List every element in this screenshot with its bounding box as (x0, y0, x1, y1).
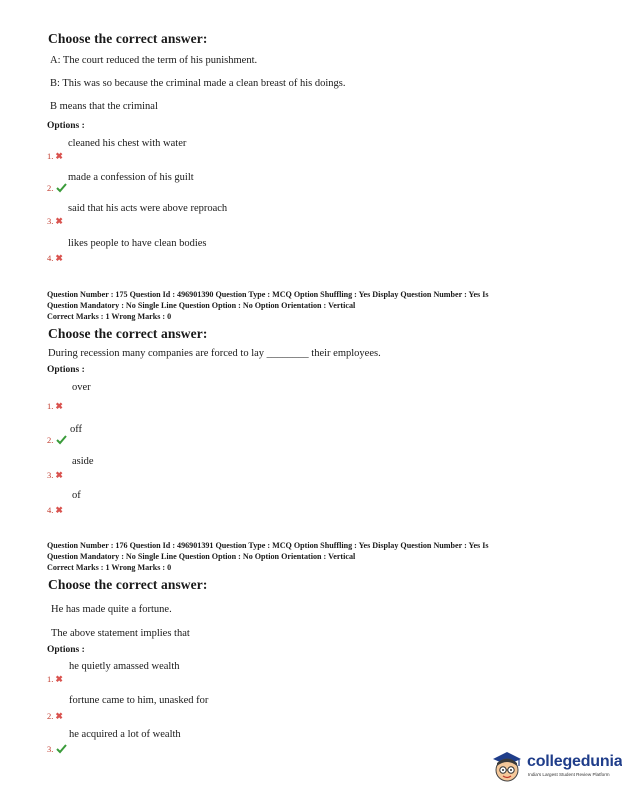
q1-option-4-text: likes people to have clean bodies (68, 238, 207, 249)
q2-options-label: Options : (47, 365, 85, 375)
q1-statement-a: A: The court reduced the term of his punishment. (50, 55, 258, 66)
q1-options-label: Options : (47, 121, 85, 131)
option-number: 4. (47, 505, 54, 515)
cross-icon: ✖ (55, 674, 63, 684)
q2-meta-line-2: Question Mandatory : No Single Line Question Option : No Option Orientation : Vertical (47, 301, 356, 310)
q1-option-2[interactable] (47, 178, 67, 196)
cross-icon: ✖ (55, 401, 63, 411)
collegedunia-logo (489, 747, 622, 787)
q3-options-label: Options : (47, 645, 85, 655)
q2-heading: Choose the correct answer: (48, 326, 208, 341)
q2-option-2-text: off (70, 424, 83, 435)
q3-option-2-text: fortune came to him, unasked for (69, 695, 209, 706)
q2-option-4-text: of (72, 490, 81, 501)
q3-meta-line-2: Question Mandatory : No Single Line Question Option : No Option Orientation : Vertical (47, 552, 356, 561)
cross-icon: ✖ (55, 151, 63, 161)
q2-meta-line-1: Question Number : 175 Question Id : 496901390 Question Type : MCQ Option Shuffling : Yes Display Question Number : Yes Is (47, 290, 489, 299)
q1-option-3[interactable] (47, 211, 63, 229)
q2-option-2[interactable] (47, 430, 67, 448)
q2-option-3-text: aside (72, 456, 94, 467)
mascot-face-icon (489, 749, 525, 785)
cross-icon: ✖ (55, 253, 63, 263)
logo-tagline: India's Largest Student Review Platform (528, 772, 610, 777)
q1-option-1[interactable] (47, 146, 63, 164)
q3-marks: Correct Marks : 1 Wrong Marks : 0 (47, 563, 172, 572)
q2-option-4[interactable] (47, 500, 63, 518)
q1-option-3-text: said that his acts were above reproach (68, 203, 228, 214)
q3-meta-line-1: Question Number : 176 Question Id : 496901391 Question Type : MCQ Option Shuffling : Yes Display Question Number : Yes Is (47, 541, 489, 550)
option-number: 2. (47, 183, 54, 193)
cross-icon: ✖ (55, 711, 63, 721)
q3-option-2[interactable] (47, 706, 63, 724)
option-number: 1. (47, 151, 54, 161)
q3-statement-2: The above statement implies that (51, 628, 190, 639)
logo-wordmark: collegedunia (527, 753, 622, 770)
cross-icon: ✖ (55, 216, 63, 226)
q1-heading: Choose the correct answer: (48, 31, 208, 46)
option-number: 1. (47, 401, 54, 411)
q2-marks: Correct Marks : 1 Wrong Marks : 0 (47, 312, 172, 321)
check-icon (56, 744, 67, 753)
cross-icon: ✖ (55, 470, 63, 480)
check-icon (56, 435, 67, 444)
q2-option-3[interactable] (47, 465, 63, 483)
option-number: 3. (47, 470, 54, 480)
option-number: 3. (47, 216, 54, 226)
q2-statement: During recession many companies are forced to lay ________ their employees. (48, 348, 381, 359)
option-number: 4. (47, 253, 54, 263)
q3-statement-1: He has made quite a fortune. (51, 604, 172, 615)
q3-option-3[interactable] (47, 739, 67, 757)
check-icon (56, 183, 67, 192)
option-number: 1. (47, 674, 54, 684)
q2-option-1-text: over (72, 382, 91, 393)
q3-option-3-text: he acquired a lot of wealth (69, 729, 181, 740)
q3-heading: Choose the correct answer: (48, 577, 208, 592)
q1-statement-b: B: This was so because the criminal made a clean breast of his doings. (50, 78, 346, 89)
q1-option-4[interactable] (47, 248, 63, 266)
option-number: 2. (47, 435, 54, 445)
q3-option-1-text: he quietly amassed wealth (69, 661, 180, 672)
q2-option-1[interactable] (47, 396, 63, 414)
cross-icon: ✖ (55, 505, 63, 515)
q1-option-1-text: cleaned his chest with water (68, 138, 187, 149)
option-number: 3. (47, 744, 54, 754)
q3-option-1[interactable] (47, 669, 63, 687)
option-number: 2. (47, 711, 54, 721)
q1-statement-stem: B means that the criminal (50, 101, 158, 112)
q1-option-2-text: made a confession of his guilt (68, 172, 194, 183)
